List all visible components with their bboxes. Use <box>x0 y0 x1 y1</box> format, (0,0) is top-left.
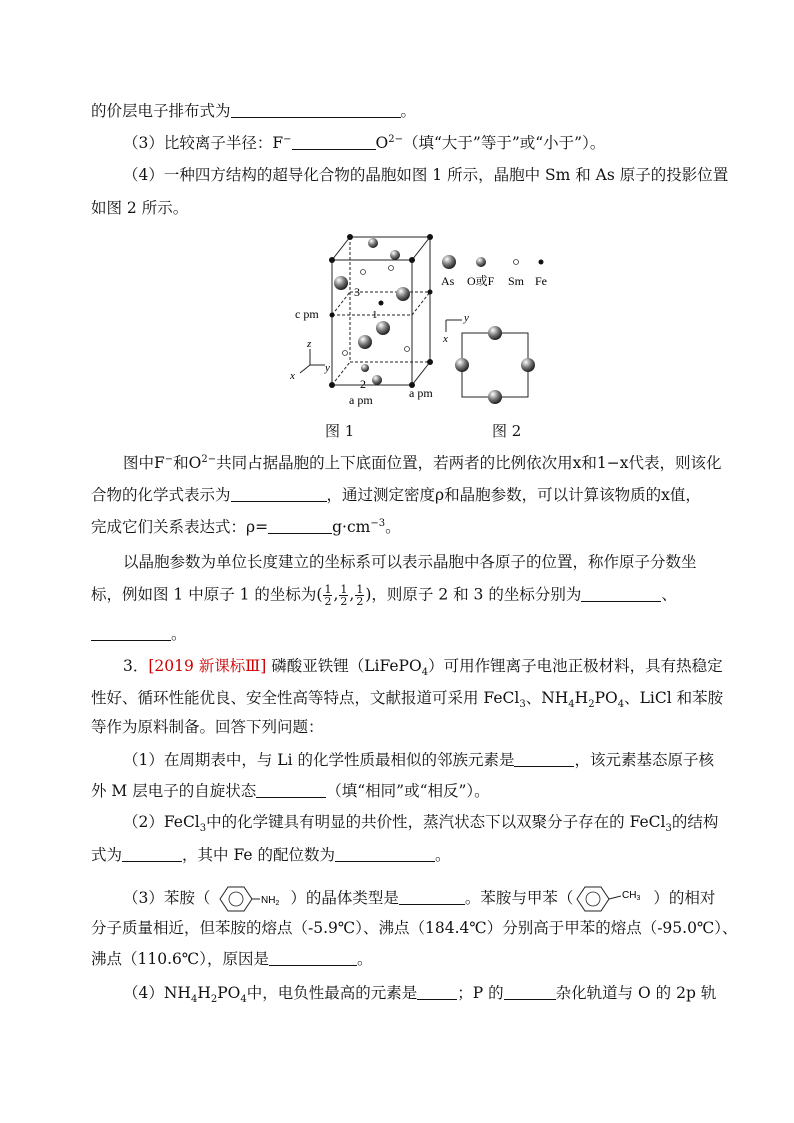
text: 标，例如图 1 中原子 1 的坐标为( <box>91 585 323 604</box>
text: , <box>349 585 355 604</box>
fraction: $\frac{1}{2}$ <box>356 583 364 608</box>
answer-blank[interactable] <box>399 888 465 905</box>
answer-blank[interactable] <box>335 845 435 862</box>
superscript: −3 <box>370 517 386 529</box>
text-line: 式为 ，其中 Fe 的配位数为 。 <box>91 846 451 864</box>
legend-o-or-f: O或F <box>467 274 495 288</box>
text-line <box>123 133 605 153</box>
legend-sm: Sm <box>508 274 525 288</box>
atom-3-label: 3 <box>354 285 360 299</box>
text-line: 外 M 层电子的自旋状态 （填“相同”或“相反”）。 <box>91 782 490 800</box>
text-line <box>91 101 416 121</box>
answer-blank[interactable] <box>231 101 401 118</box>
answer-blank[interactable] <box>504 983 556 1000</box>
text: , <box>333 585 339 604</box>
answer-blank[interactable] <box>292 133 376 150</box>
label-a-pm: a pm <box>409 386 433 400</box>
figure-2-caption: 图 2 <box>492 422 522 440</box>
text-line: 如图 2 所示。 <box>91 199 189 217</box>
text-line <box>91 624 187 644</box>
figure-legend <box>436 250 556 292</box>
text-line: （1）在周期表中，与 Li 的化学性质最相似的邻族元素是 ，该元素基态原子核 <box>123 751 714 769</box>
axis-y-label: y <box>464 312 469 324</box>
text-line <box>91 517 401 537</box>
answer-blank[interactable] <box>514 750 574 767</box>
answer-blank[interactable] <box>417 983 457 1000</box>
text: 磷酸亚铁锂（LiFePO <box>266 657 422 675</box>
text: ）可用作锂离子电池正极材料，具有热稳定 <box>428 657 723 675</box>
text: )，则原子 2 和 3 的坐标分别为 <box>365 585 582 604</box>
text-line: $(4)NH_4H_2PO_4$中，电负性最高的元素是 ；P 的 杂化轨道与 O 的 2p 轨 <box>123 984 717 1006</box>
text-line: 等作为原料制备。回答下列问题： <box>91 718 324 736</box>
legend-fe: Fe <box>535 274 547 288</box>
text-line: 性好、循环性能优良、安全性高等特点，文献报道可采用 FeCl$_3$、$NH_4H_2PO_4$、LiCl 和苯胺 <box>91 689 724 711</box>
axis-z-label: z <box>307 338 312 350</box>
text: 。 <box>385 518 401 536</box>
answer-blank[interactable] <box>269 949 357 966</box>
text-line: （3）苯胺（ $NH_2$ ）的晶体类型是 。苯胺与甲苯（ $CH_3$ ）的相对 <box>123 884 715 914</box>
axis-x-label: x <box>443 333 448 345</box>
text: ，通过测定密度ρ和晶胞参数，可以计算该物质的x值， <box>326 486 701 504</box>
text-line <box>91 485 701 505</box>
text-line: （2）FeCl$_3$中的化学键具有明显的共价性，蒸汽状态下以双聚分子存在的 FeCl$_3$的结构 <box>123 813 719 835</box>
text: 。 <box>171 625 187 643</box>
text: 图中F <box>123 454 165 472</box>
answer-blank[interactable] <box>268 517 332 534</box>
fraction: $\frac{1}{2}$ <box>324 583 332 608</box>
superscript: − <box>164 453 174 465</box>
superscript: 2− <box>201 453 217 465</box>
source-tag: [2019 新课标Ⅲ] <box>148 657 267 675</box>
axis-y-label: y <box>325 362 330 374</box>
text: g·cm <box>332 518 371 536</box>
superscript: 2− <box>388 133 403 145</box>
text: 完成它们关系表达式：ρ= <box>91 518 269 536</box>
text: 共同占据晶胞的上下底面位置，若两者的比例依次用x和1−x代表，则该化 <box>216 454 722 472</box>
aniline-structure <box>210 884 290 914</box>
text: O <box>375 134 389 152</box>
answer-blank[interactable] <box>231 485 327 502</box>
svg-text:NH2: $NH_2$ <box>261 895 280 907</box>
toluene-structure <box>573 884 653 914</box>
label-c-pm: c pm <box>295 307 319 321</box>
text-line: 3．[2019 新课标Ⅲ] 磷酸亚铁锂（LiFePO$_4$）可用作锂离子电池正极材料，具有热稳定 <box>123 657 723 679</box>
answer-blank[interactable] <box>122 845 182 862</box>
text-line: 以晶胞参数为单位长度建立的坐标系可以表示晶胞中各原子的位置，称作原子分数坐 <box>123 553 697 571</box>
superscript: − <box>283 133 292 145</box>
atom-1-label: 1 <box>372 309 378 321</box>
text: （3）比较离子半径：F <box>123 134 284 152</box>
label-a-pm: a pm <box>349 393 373 407</box>
svg-text:CH3: $CH_3$ <box>622 890 641 902</box>
answer-blank[interactable] <box>256 781 326 798</box>
text-line: 沸点（110.6℃），原因是 。 <box>91 950 373 968</box>
text-line <box>91 584 677 607</box>
text: 。 <box>400 102 417 120</box>
text: （填“大于”等于”或“小于”）。 <box>402 134 606 152</box>
text: 合物的化学式表示为 <box>91 486 231 504</box>
text: 的价层电子排布式为 <box>91 102 231 120</box>
legend-as: As <box>441 274 455 288</box>
axis-x-label: x <box>290 370 295 382</box>
atom-2-label: 2 <box>360 377 366 391</box>
figure-2-projection <box>438 308 548 408</box>
figure-1-crystal-cell <box>285 225 445 410</box>
text-line: 分子质量相近，但苯胺的熔点（-5.9℃）、沸点（184.4℃）分别高于甲苯的熔点（-95.0℃）、 <box>91 919 738 937</box>
text: 、 <box>661 585 677 604</box>
text-line: （4）一种四方结构的超导化合物的晶胞如图 1 所示，晶胞中 Sm 和 As 原子的投影位置 <box>123 166 729 184</box>
answer-blank[interactable] <box>581 585 661 602</box>
answer-blank[interactable] <box>91 624 171 641</box>
text-line <box>123 453 721 473</box>
fraction: $\frac{1}{2}$ <box>340 583 348 608</box>
question-number: 3． <box>123 657 149 675</box>
text: 和O <box>173 454 202 472</box>
figure-1-caption: 图 1 <box>325 422 355 440</box>
